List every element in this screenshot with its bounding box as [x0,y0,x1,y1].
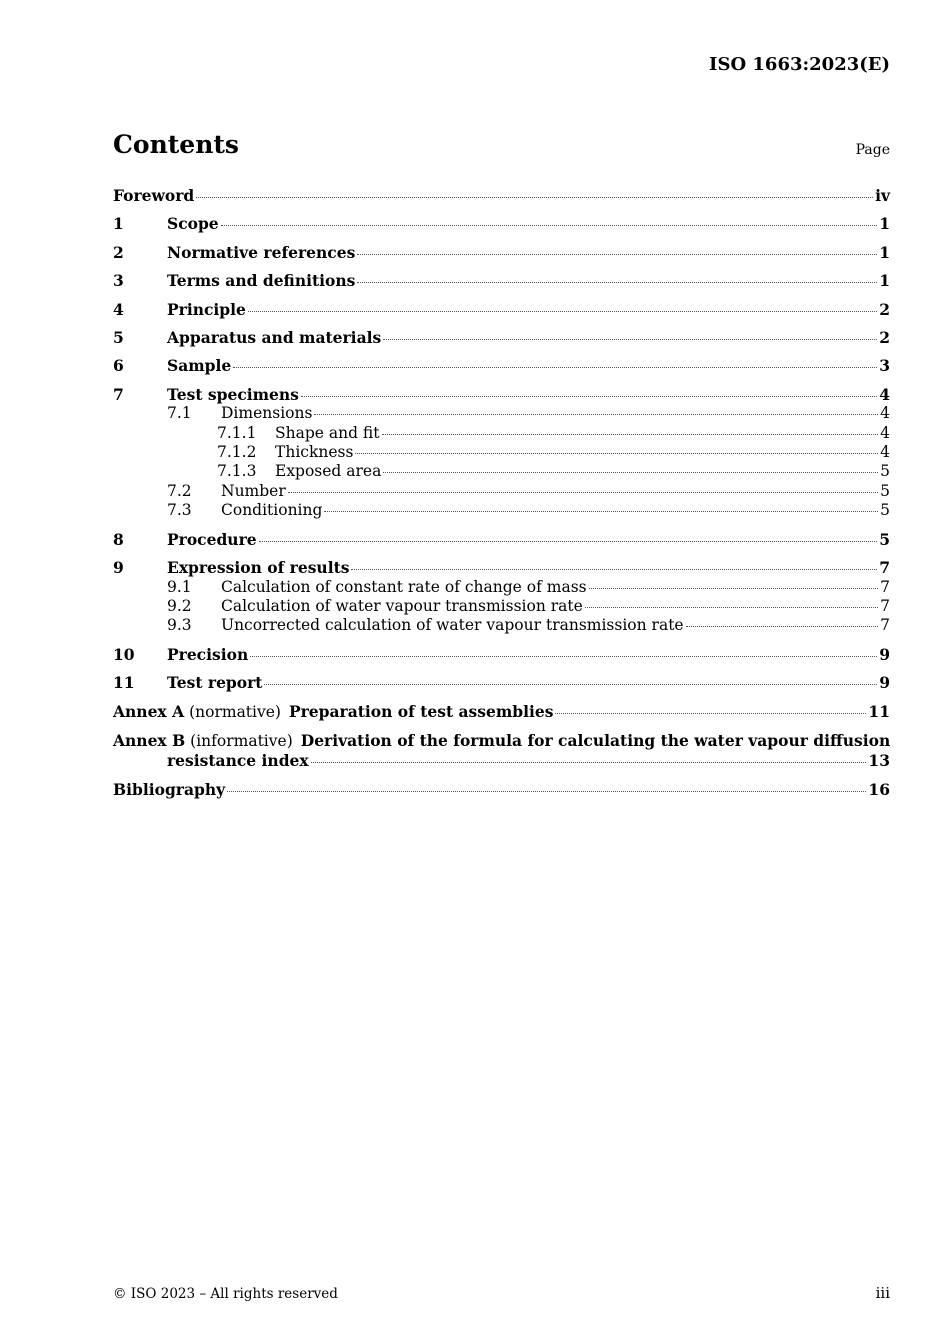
toc-entry-page: 9 [879,673,890,693]
toc-entry-page: 5 [880,501,890,520]
toc-entry-page: 7 [879,558,890,578]
toc-entry[interactable] [113,501,890,520]
toc-entry[interactable] [113,424,890,443]
toc-entry-number: 7 [113,384,124,404]
toc-entry-page: 4 [879,384,890,404]
toc-entry[interactable] [113,462,890,481]
bibliography-title: Bibliography [113,779,226,799]
toc-entry-number: 2 [113,242,124,262]
dot-leader [383,339,877,340]
toc-entry-annex-b[interactable] [113,731,890,771]
toc-entry-page: 3 [879,356,890,376]
toc-entry-page: 9 [879,644,890,664]
toc-entry[interactable] [113,271,890,290]
toc-entry-number: 7.1.3 [217,462,257,481]
dot-leader [351,569,877,570]
toc-entry-page: 1 [879,242,890,262]
copyright-notice: © ISO 2023 – All rights reserved [113,1286,338,1302]
toc-entry-title: Procedure [167,529,257,549]
toc-entry-title: Calculation of constant rate of change of mass [221,577,587,596]
toc-entry-title: Shape and fit [275,423,380,442]
annex-b-title-line1: Derivation of the formula for calculating the water vapour diffusion [300,730,891,750]
annex-b-type: (informative) [190,731,293,750]
toc-entry[interactable] [113,597,890,616]
toc-entry-title: Dimensions [221,404,313,423]
dot-leader [259,541,878,542]
toc-entry-title: Uncorrected calculation of water vapour transmission rate [221,616,684,635]
toc-entry-page: iv [875,186,890,205]
dot-leader [324,511,878,512]
annex-b-page: 13 [868,751,890,771]
toc-entry-page: 4 [880,443,890,462]
dot-leader [288,492,878,493]
toc-entry[interactable] [113,328,890,347]
toc-entry[interactable] [113,404,890,423]
dot-leader [196,197,873,198]
toc-entry-title: Scope [167,214,219,234]
toc-entry-number: 3 [113,271,124,291]
toc-entry-title: Apparatus and materials [167,328,382,348]
toc-entry-title: Terms and definitions [167,271,356,291]
dot-leader [355,453,878,454]
document-id: ISO 1663:2023(E) [709,54,890,75]
toc-entry[interactable] [113,645,890,664]
toc-entry-page: 5 [880,481,890,500]
toc-entry-page: 4 [880,404,890,423]
dot-leader [686,626,879,627]
toc-entry-title: Conditioning [221,501,323,520]
toc-entry-page: 4 [880,423,890,442]
toc-entry-title: Normative references [167,242,356,262]
dot-leader [301,396,877,397]
toc-entry[interactable] [113,558,890,577]
dot-leader [264,684,877,685]
toc-entry-title: Test specimens [167,384,299,404]
annex-b-title-line2: resistance index [167,751,309,771]
toc-entry[interactable] [113,482,890,501]
dot-leader [311,762,867,763]
toc-entry[interactable] [113,300,890,319]
toc-entry-page: 7 [880,577,890,596]
toc-entry[interactable] [113,186,890,205]
table-of-contents [113,186,890,799]
annex-a-page: 11 [868,701,890,721]
toc-entry-page: 5 [879,529,890,549]
dot-leader [555,713,866,714]
dot-leader [589,588,878,589]
toc-entry-title: Sample [167,356,232,376]
toc-entry-number: 7.2 [167,481,192,500]
toc-entry-number: 11 [113,673,135,693]
toc-entry-page: 7 [880,616,890,635]
toc-entry[interactable] [113,243,890,262]
toc-entry-title: Test report [167,673,263,693]
dot-leader [357,254,877,255]
dot-leader [250,656,877,657]
toc-entry[interactable] [113,214,890,233]
dot-leader [227,791,866,792]
toc-entry-page: 2 [879,299,890,319]
dot-leader [357,282,877,283]
toc-entry-title: Thickness [275,443,354,462]
page-column-label: Page [855,142,890,158]
dot-leader [221,225,878,226]
toc-entry-number: 9 [113,558,124,578]
dot-leader [233,367,877,368]
annex-a-title: Preparation of test assemblies [288,701,554,721]
toc-entry-number: 7.3 [167,501,192,520]
toc-entry-number: 8 [113,529,124,549]
dot-leader [314,414,878,415]
toc-entry-number: 5 [113,328,124,348]
toc-entry-title: Expression of results [167,558,350,578]
annex-a-label: Annex A [113,701,185,721]
toc-entry-title: Number [221,481,286,500]
toc-entry-number: 7.1.2 [217,443,257,462]
toc-entry-annex-a[interactable] [113,702,890,722]
toc-entry-number: 7.1.1 [217,423,257,442]
toc-entry[interactable] [113,530,890,549]
toc-entry-title: Foreword [113,186,195,205]
toc-entry-page: 1 [879,214,890,234]
annex-a-type: (normative) [189,702,281,721]
toc-entry[interactable] [113,673,890,692]
toc-entry[interactable] [113,443,890,462]
toc-entry-number: 4 [113,299,124,319]
dot-leader [585,607,878,608]
toc-entry-page: 5 [880,462,890,481]
toc-entry-title: Exposed area [275,462,382,481]
toc-entry-title: Calculation of water vapour transmission rate [221,596,583,615]
annex-b-label: Annex B [113,730,186,750]
toc-entry-title: Precision [167,644,249,664]
toc-entry-page: 7 [880,596,890,615]
toc-entry[interactable] [113,356,890,375]
dot-leader [248,311,877,312]
toc-entry-number: 7.1 [167,404,192,423]
toc-entry-title: Principle [167,299,246,319]
toc-entry-number: 9.1 [167,577,192,596]
toc-entry-page: 2 [879,328,890,348]
toc-entry-number: 9.2 [167,596,192,615]
toc-entry-page: 1 [879,271,890,291]
toc-entry[interactable] [113,578,890,597]
toc-entry[interactable] [113,385,890,404]
page-number: iii [875,1284,890,1302]
toc-entry-bibliography[interactable] [113,780,890,799]
dot-leader [382,434,879,435]
dot-leader [383,472,878,473]
toc-entry-number: 1 [113,214,124,234]
bibliography-page: 16 [868,779,890,799]
toc-entry-number: 10 [113,644,135,664]
toc-entry-number: 9.3 [167,616,192,635]
toc-entry[interactable] [113,616,890,635]
toc-entry-number: 6 [113,356,124,376]
contents-heading: Contents [113,130,240,159]
